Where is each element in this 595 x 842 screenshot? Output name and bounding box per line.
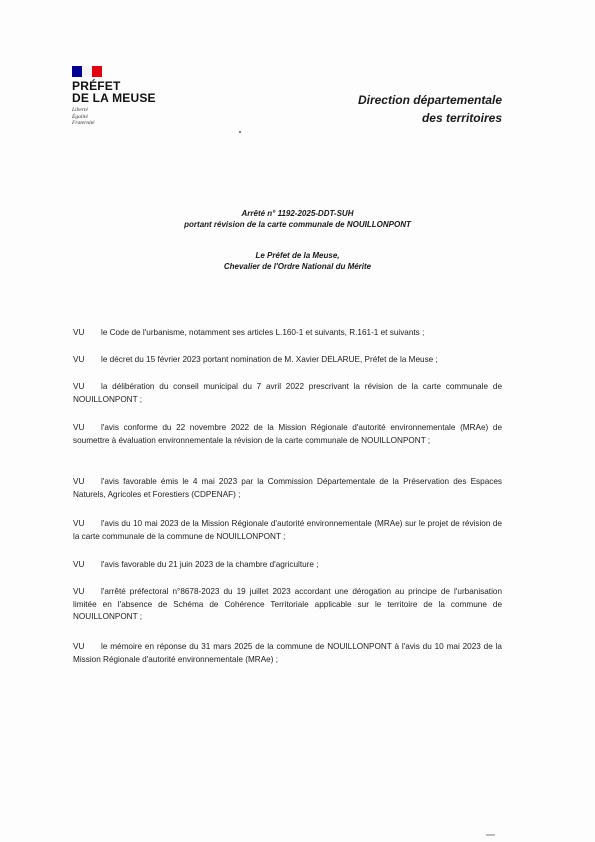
vu-text: le Code de l'urbanisme, notamment ses articles L.160-1 et suivants, R.161-1 et suivants ; <box>101 328 425 337</box>
vu-paragraph-7 <box>73 559 502 572</box>
vu-prefix: VU <box>73 642 85 651</box>
prefet-line-1: PRÉFET <box>72 79 121 93</box>
direction-heading <box>358 91 502 127</box>
scan-mark <box>486 834 495 836</box>
vu-text: l'arrêté préfectoral n°8678-2023 du 19 juillet 2023 accordant une dérogation au principe de l'urbanisation limitée en l'absence de Schéma de Cohérence Territoriale applicable sur le territoire de la commune de NOUILLONPONT ; <box>73 587 502 621</box>
vu-text: le décret du 15 février 2023 portant nomination de M. Xavier DELARUE, Préfet de la Meuse ; <box>101 355 438 364</box>
vu-paragraph-8 <box>73 586 502 624</box>
motto-fraternite: Fraternité <box>72 120 95 126</box>
vu-paragraph-9 <box>73 641 502 666</box>
vu-text: l'avis conforme du 22 novembre 2022 de la Mission Régionale d'autorité environnementale (MRAe) de soumettre à évaluation environnementale la révision de la carte communale de NOUILLONPONT ; <box>73 423 502 445</box>
vu-text: la délibération du conseil municipal du 7 avril 2022 prescrivant la révision de la carte communale de NOUILLONPONT ; <box>73 382 502 404</box>
vu-text: l'avis du 10 mai 2023 de la Mission Régionale d'autorité environnementale (MRAe) sur le projet de révision de la carte communale de la commune de NOUILLONPONT ; <box>73 519 502 541</box>
vu-paragraph-5 <box>73 476 502 501</box>
direction-line-2: des territoires <box>421 111 502 125</box>
vu-prefix: VU <box>73 355 85 364</box>
vu-text: le mémoire en réponse du 31 mars 2025 de la commune de NOUILLONPONT à l'avis du 10 mai 2023 de la Mission Régionale d'autorité environnementale (MRAe) ; <box>73 642 502 664</box>
arrete-subject: portant révision de la carte communale de NOUILLONPONT <box>184 220 411 229</box>
flag-red-stripe <box>92 66 102 77</box>
arrete-title-block <box>80 208 515 272</box>
flag-blue-stripe <box>72 66 82 77</box>
marianne-flag-icon <box>72 66 102 77</box>
vu-prefix: VU <box>73 328 85 337</box>
direction-line-1: Direction départementale <box>357 93 502 107</box>
vu-text: l'avis favorable du 21 juin 2023 de la chambre d'agriculture ; <box>101 560 319 569</box>
motto-liberte: Liberté <box>72 107 88 113</box>
republic-motto <box>72 107 182 127</box>
prefet-line-2: DE LA MEUSE <box>72 91 156 105</box>
flag-white-stripe <box>82 66 92 77</box>
vu-paragraph-2 <box>73 354 502 367</box>
vu-prefix: VU <box>73 560 85 569</box>
vu-paragraph-4 <box>73 422 502 447</box>
arrete-number: Arrêté n° 1192-2025-DDT-SUH <box>241 209 354 218</box>
scan-speck <box>239 131 241 133</box>
motto-egalite: Égalité <box>72 113 88 120</box>
prefecture-logo <box>72 66 182 127</box>
prefet-honor: Chevalier de l'Ordre National du Mérite <box>223 262 372 271</box>
prefet-name: Le Préfet de la Meuse, <box>255 251 340 260</box>
vu-paragraph-6 <box>73 518 502 543</box>
vu-prefix: VU <box>73 382 85 391</box>
vu-prefix: VU <box>73 519 85 528</box>
vu-paragraph-1 <box>73 327 502 340</box>
vu-prefix: VU <box>73 423 85 432</box>
vu-paragraph-3 <box>73 381 502 406</box>
vu-prefix: VU <box>73 477 85 486</box>
vu-prefix: VU <box>73 587 85 596</box>
vu-text: l'avis favorable émis le 4 mai 2023 par la Commission Départementale de la Préservation des Espaces Naturels, Agricoles et Forestiers (CDPENAF) ; <box>73 477 502 499</box>
